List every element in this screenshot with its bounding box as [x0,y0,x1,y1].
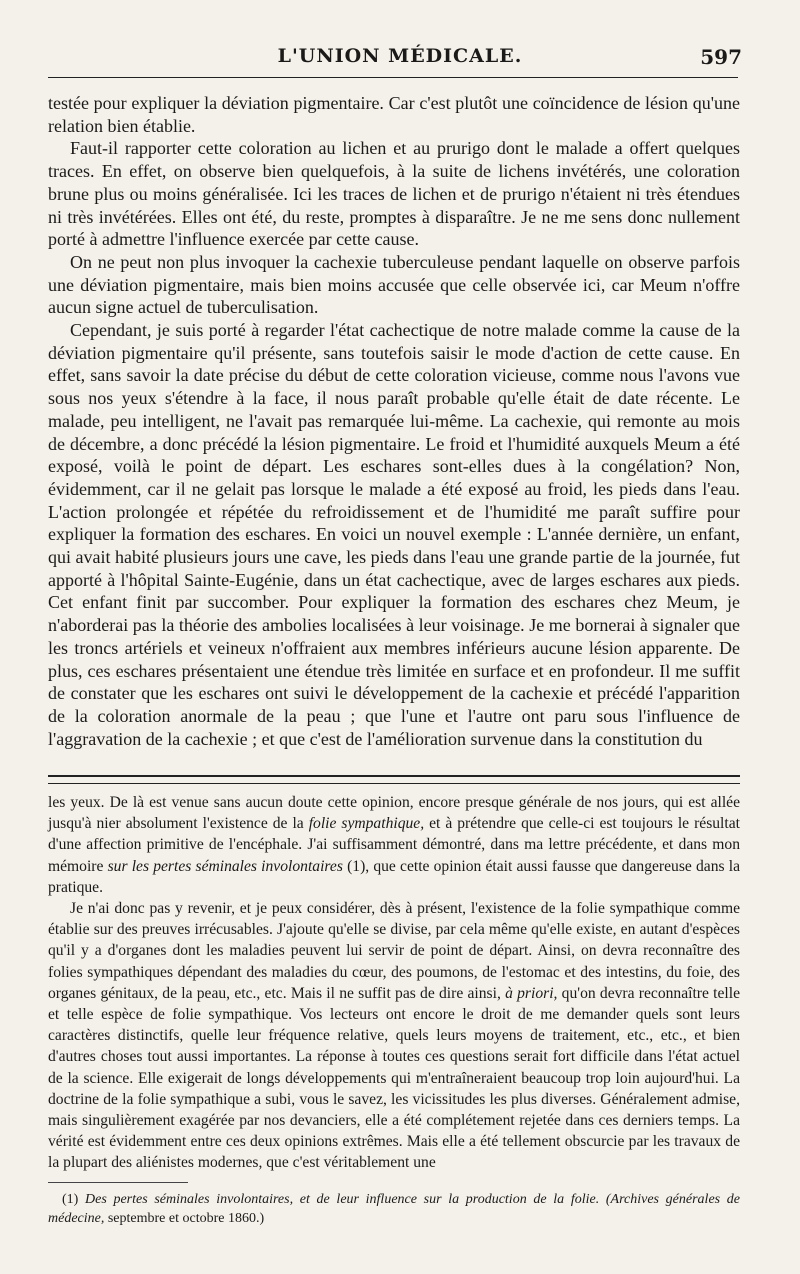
feuilleton-paragraph-2 [48,898,740,1174]
footnote [48,1190,740,1228]
header-rule [48,77,738,78]
footnote-citation: Des pertes séminales involontaires, et de leur influence sur la production de la folie. (Archives générales de médecine, [48,1192,740,1226]
article-paragraph-1: testée pour expliquer la déviation pigmentaire. Car c'est plutôt une coïncidence de lésion qu'une relation bien établie. [48,93,740,136]
text-run: qu'on devra reconnaître telle et telle espèce de folie sympathique. Vos lecteurs ont encore le droit de me demander quels sont leurs caractères distinctifs, quelle leur fréquence relative, quels leurs moyens de traitement, etc., etc., et bien d'autres choses tout aussi importantes. La réponse à toutes ces questions serait fort difficile dans l'état actuel de la science. Elle exigerait de longs développements qui m'entraîneraient beaucoup trop loin aujourd'hui. La doctrine de la folie sympathique a subi, vous le savez, les vicissitudes les plus diverses. Généralement admise, mais singulièrement exagérée par nos devanciers, elle a été complétement rejetée dans ces derniers temps. La vérité est évidemment entre ces deux opinions extrêmes. Mais elle a été tellement obscurcie par les travaux de la plupart des aliénistes modernes, que c'est véritablement une [48,984,740,1172]
footnote-rule [48,1182,188,1183]
italic-title: sur les pertes séminales involontaires [107,857,343,875]
footnote-marker: (1) [62,1192,85,1207]
italic-term: folie sympathique, [308,815,425,833]
italic-term: à priori, [505,984,558,1002]
text-run: Je n'ai donc pas y revenir, et je peux considérer, dès à présent, l'existence de la folie sympathique comme établie sur des preuves irrécusables. J'ajoute qu'elle se divise, par cela même qu'elle existe, en autant d'espèces qu'il y a d'organes dont les maladies peuvent lui servir de point de départ. Ainsi, on devra reconnaître des folies sympathiques dépendant des maladies du cœur, des poumons, de l'estomac et des intestins, du foie, des organes génitaux, de la peau, etc., etc. Mais il ne suffit pas de dire ainsi, [48,900,740,1002]
main-article [48,92,740,750]
journal-title: L'UNION MÉDICALE. [277,45,523,67]
article-paragraph-3: On ne peut non plus invoquer la cachexie tuberculeuse pendant laquelle on observe parfois une déviation pigmentaire, mais bien moins accusée que celle observée ici, car Meum n'offre aucun signe actuel de tuberculisation. [48,251,740,318]
footnote-date: septembre et octobre 1860.) [104,1211,265,1226]
article-paragraph-4: Cependant, je suis porté à regarder l'état cachectique de notre malade comme la cause de la déviation pigmentaire qu'il présente, sans toutefois saisir le mode d'action de cette cause. En effet, sans savoir la date précise du début de cette coloration vicieuse, comme nous l'avons vue sous nos yeux s'étendre à la face, il nous paraît probable qu'elle était de date récente. Le malade, peu intelligent, ne l'avait pas remarquée lui-même. La cachexie, qui remonte au mois de décembre, a donc précédé la lésion pigmentaire. Le froid et l'humidité auxquels Meum a été exposé, voilà le point de départ. Les eschares sont-elles dues à la congélation? Non, évidemment, car il ne gelait pas lorsque le malade a été exposé au froid, les pieds dans l'eau. L'action prolongée et répétée du refroidissement et de l'humidité me paraît suffire pour expliquer la formation des eschares. En voici un nouvel exemple : L'année dernière, un enfant, qui avait habité plusieurs jours une cave, les pieds dans l'eau une grande partie de la journée, fut apporté à l'hôpital Sainte-Eugénie, dans un état cachectique, avec de larges eschares aux pieds. Cet enfant finit par succomber. Pour expliquer la formation des eschares chez Meum, je n'aborderai pas la théorie des ambolies localisées à leur voisinage. Je me bornerai à signaler que les troncs artériels et veineux n'offraient aux membres inférieurs aucune lésion apparente. De plus, ces eschares présentaient une étendue très limitée en surface et en profondeur. Il me suffit de constater que les eschares ont suivi le développement de la cachexie et précédé l'apparition de la coloration anormale de la peau ; que l'une et l'autre ont paru sous l'influence de l'aggravation de la cachexie ; et que c'est de l'amélioration survenue dans la constitution du [48,320,740,749]
section-divider [48,775,740,784]
running-header [48,45,752,75]
page-number: 597 [700,45,742,69]
text-run: et à prétendre que celle-ci est toujours le résultat d'une affection primitive de l'encéphale. J'ai suffisamment démontré, dans ma lettre précédente, et dans mon mémoire [48,815,740,875]
feuilleton-paragraph-1 [48,792,740,898]
text-run: les yeux. De là est venue sans aucun doute cette opinion, encore presque générale de nos jours, qui est allée jusqu'à nier absolument l'existence de la [48,794,740,833]
article-paragraph-2: Faut-il rapporter cette coloration au lichen et au prurigo dont le malade a offert quelques traces. En effet, on observe bien quelquefois, à la suite de lichens invétérés, une coloration brune plus ou moins généralisée. Ici les traces de lichen et de prurigo n'étaient ni très étendues ni très invétérées. Elles ont été, du reste, promptes à disparaître. Je ne me sens donc nullement porté à admettre l'influence exercée par cette cause. [48,138,740,250]
feuilleton [48,792,740,1174]
text-run: (1), que cette opinion était aussi fausse que dangereuse dans la pratique. [48,857,740,896]
